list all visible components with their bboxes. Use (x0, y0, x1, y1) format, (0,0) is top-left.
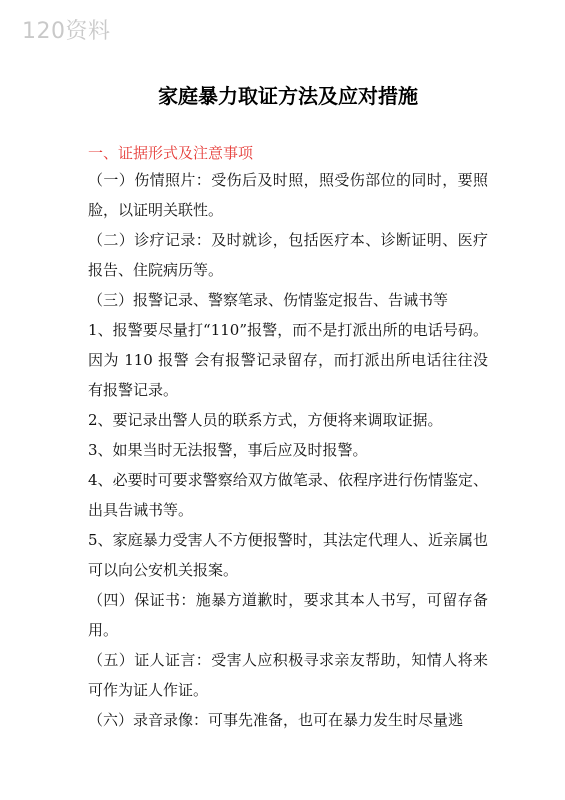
paragraph-item-4: 4、必要时可要求警察给双方做笔录、依程序进行伤情鉴定、出具告诫书等。 (88, 471, 488, 519)
paragraph-police-records: （三）报警记录、警察笔录、伤情鉴定报告、告诫书等 (88, 291, 449, 309)
paragraph-guarantee-letter: （四）保证书：施暴方道歉时，要求其本人书写，可留存备用。 (88, 591, 488, 639)
paragraph-item-5: 5、家庭暴力受害人不方便报警时，其法定代理人、近亲属也可以向公安机关报案。 (88, 531, 488, 579)
section-heading: 一、证据形式及注意事项 (88, 144, 254, 162)
paragraph-item-3: 3、如果当时无法报警，事后应及时报警。 (88, 441, 368, 459)
paragraph-item-2: 2、要记录出警人员的联系方式，方便将来调取证据。 (88, 411, 443, 429)
paragraph-medical-records: （二）诊疗记录：及时就诊，包括医疗本、诊断证明、医疗报告、住院病历等。 (88, 231, 488, 279)
paragraph-audio-video: （六）录音录像：可事先准备，也可在暴力发生时尽量逃 (88, 711, 464, 729)
paragraph-witness-testimony: （五）证人证言：受害人应积极寻求亲友帮助，知情人将来可作为证人作证。 (88, 651, 488, 699)
document-title: 家庭暴力取证方法及应对措施 (158, 84, 418, 108)
paragraph-photos: （一）伤情照片：受伤后及时照，照受伤部位的同时，要照脸，以证明关联性。 (88, 171, 488, 219)
paragraph-item-1: 1、报警要尽量打“110”报警，而不是打派出所的电话号码。因为 110 报警 会有报警记录留存，而打派出所电话往往没有报警记录。 (88, 321, 488, 399)
watermark: 120资料 (22, 19, 111, 44)
